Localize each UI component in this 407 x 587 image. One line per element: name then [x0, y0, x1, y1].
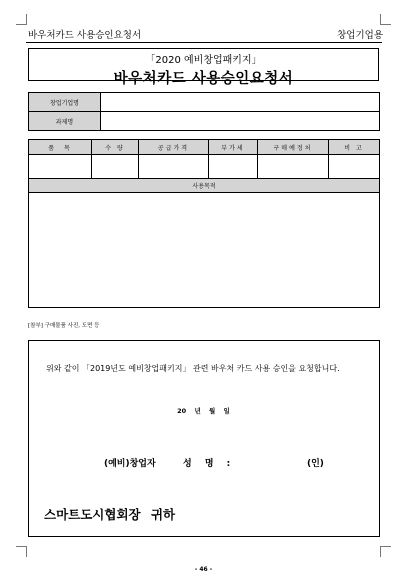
column-header-remarks: 비 고 [329, 140, 380, 155]
signer-label: (예비)창업자 [104, 459, 156, 469]
project-name-field[interactable] [101, 112, 380, 131]
column-header-vat: 부가세 [209, 140, 258, 155]
crop-mark-bottom-left [16, 546, 27, 557]
form-title: 바우처카드 사용승인요청서 [113, 71, 294, 87]
vat-cell[interactable] [209, 155, 258, 179]
vendor-cell[interactable] [258, 155, 329, 179]
table-row [29, 155, 380, 179]
company-name-label: 창업기업명 [29, 93, 101, 112]
crop-mark-top-left [16, 14, 27, 25]
request-date: 20 년 월 일 [177, 407, 230, 415]
item-cell[interactable] [29, 155, 92, 179]
signer-name-label: 성 명 : [183, 459, 231, 469]
table-header-row [29, 140, 380, 155]
form-title-box [28, 48, 379, 87]
crop-mark-top-right [380, 14, 391, 25]
table-row [29, 193, 380, 308]
header-rule [26, 42, 382, 43]
seal-mark: (인) [307, 459, 324, 469]
remarks-cell[interactable] [329, 155, 380, 179]
running-header-title: 바우처카드 사용승인요청서 [28, 30, 142, 41]
column-header-quantity: 수 량 [92, 140, 139, 155]
table-row [29, 179, 380, 193]
company-info-table [28, 92, 380, 131]
supply-price-cell[interactable] [139, 155, 209, 179]
column-header-supply-price: 공급가격 [139, 140, 209, 155]
recipient-line: 스마트도시협회장 귀하 [44, 507, 176, 522]
purpose-label: 사용목적 [29, 179, 380, 193]
column-header-item: 품 목 [29, 140, 92, 155]
form-program-name: 「2020 예비창업패키지」 [145, 55, 262, 66]
table-row [29, 93, 380, 112]
purpose-field[interactable] [29, 193, 380, 308]
column-header-vendor: 구매예정처 [258, 140, 329, 155]
purchase-item-table [28, 139, 380, 308]
crop-mark-bottom-right [380, 546, 391, 557]
company-name-field[interactable] [101, 93, 380, 112]
running-header-category: 창업기업용 [337, 30, 383, 41]
table-row [29, 112, 380, 131]
attachment-note: [참부] 구매물품 사진, 도면 등 [28, 323, 100, 329]
project-name-label: 과제명 [29, 112, 101, 131]
quantity-cell[interactable] [92, 155, 139, 179]
request-statement-text: 위와 같이 「2019년도 예비창업패키지」 관련 바우처 카드 사용 승인을 요청합니다. [46, 364, 340, 373]
page-number: - 46 - [194, 566, 213, 573]
